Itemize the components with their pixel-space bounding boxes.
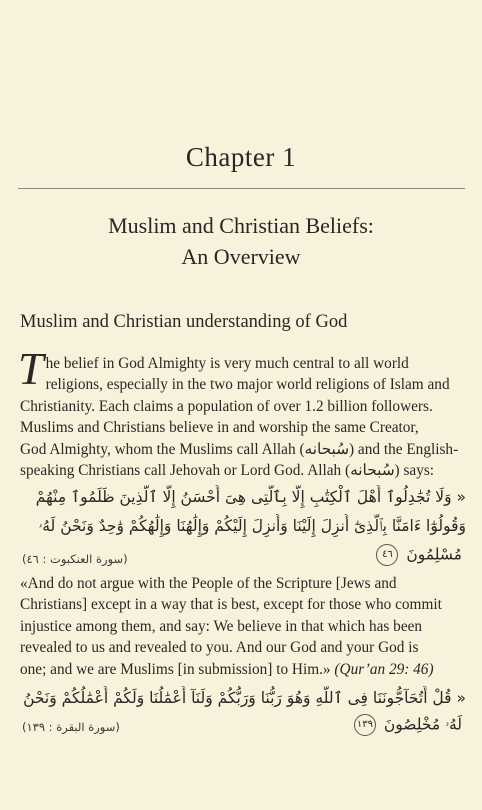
translation-line: Christians] except in a way that is best, except for those who commit	[20, 596, 442, 614]
quran-verse-end	[351, 714, 462, 736]
translation-line: «And do not argue with the People of the Scripture [Jews and	[20, 575, 397, 592]
surah-reference: (سورة البقرة : ١٣٩)	[22, 720, 120, 734]
translation-line: injustice among them, and say: We believe in that which has been	[20, 617, 423, 635]
quran-verse-line: « قُلْ أَتُحَآجُّونَنَا فِى ٱللَّهِ وَهُوَ رَبُّنَا وَرَبُّكُمْ وَلَنَآ أَعْمَٰلُنَا وَلَكُمْ أَعْمَٰلُكُمْ وَنَحْنُ	[23, 689, 466, 707]
translation-last-text: one; and we are Muslims [in submission] to Him.»	[20, 660, 331, 678]
intro-line: he belief in God Almighty is very much central to all world	[45, 355, 409, 372]
quran-citation: (Qur’an 29: 46)	[334, 660, 434, 678]
quran-verse-line: وَقُولُوٰٓا ءَامَنَّا بِٱلَّذِىٰٓ أُنزِلَ إِلَيْنَا وَأُنزِلَ إِلَيْكُمْ وَإِلَٰهُنَا وَإِلَٰهُكُمْ وَٰحِدٌ وَنَحْنُ لَهُۥ	[38, 517, 466, 535]
verse-number-marker: ١٣٩	[354, 714, 376, 736]
translation-line-last	[20, 659, 466, 680]
chapter-title: Chapter 1	[185, 142, 297, 172]
quran-verse-end-text: مُسْلِمُونَ	[406, 545, 462, 564]
quran-verse-line: « وَلَا تُجَٰدِلُوٱ أَهْلَ ٱلْكِتَٰبِ إِلَّا بِٱلَّتِى هِىَ أَحْسَنُ إِلَّا ٱلَّذِينَ ظَلَمُوٱ مِنْهُمْ	[35, 488, 466, 506]
section-title-line-2: An Overview	[181, 244, 301, 269]
intro-line: God Almighty, whom the Muslims call Allah (سُبحانه) and the English-	[20, 440, 459, 458]
intro-paragraph	[18, 343, 466, 481]
intro-line: Muslims and Christians believe in and worship the same Creator,	[20, 419, 419, 437]
subsection-title: Muslim and Christian understanding of God	[20, 312, 348, 332]
quran-verse-end	[373, 544, 462, 566]
translation-line: revealed to us and revealed to you. And our God and your God is	[20, 639, 419, 657]
section-title-line-1: Muslim and Christian Beliefs:	[108, 213, 374, 238]
translation-paragraph	[20, 573, 466, 680]
surah-reference: (سورة العنكبوت : ٤٦)	[22, 552, 128, 566]
verse-number-marker: ٤٦	[376, 544, 398, 566]
section-title	[0, 210, 482, 272]
intro-line: speaking Christians call Jehovah or Lord God. Allah (سُبحانه) says:	[20, 462, 435, 480]
drop-cap: T	[18, 343, 44, 394]
intro-line: Christianity. Each claims a population of over 1.2 billion followers.	[20, 397, 433, 415]
quran-verse-end-text: لَهُۥ مُخْلِصُونَ	[383, 715, 462, 734]
chapter-divider	[18, 188, 465, 189]
intro-line: religions, especially in the two major world religions of Islam and	[45, 376, 450, 394]
